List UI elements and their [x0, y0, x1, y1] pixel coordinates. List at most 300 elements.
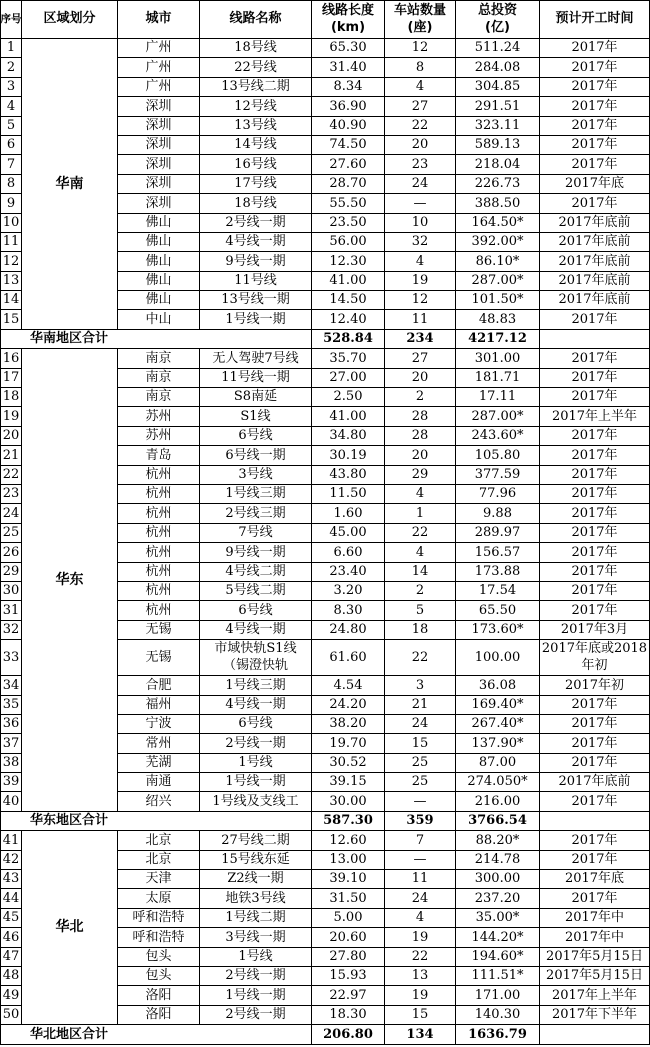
cell-seq: 2 [1, 58, 22, 77]
cell-city: 北京 [118, 851, 200, 870]
cell-line: 1号线一期 [200, 773, 312, 792]
cell-city: 呼和浩特 [118, 909, 200, 928]
cell-line: 3号线一期 [200, 928, 312, 947]
cell-line: 1号线 [200, 754, 312, 773]
cell-stations: 20 [385, 136, 456, 155]
header-start: 预计开工时间 [540, 1, 650, 39]
cell-seq: 20 [1, 427, 22, 446]
cell-line: 2号线一期 [200, 734, 312, 753]
cell-start: 2017年底前 [540, 214, 650, 233]
cell-start: 2017年5月15日 [540, 948, 650, 967]
cell-city: 杭州 [118, 601, 200, 620]
cell-line: 9号线一期 [200, 543, 312, 562]
cell-length: 3.20 [312, 582, 385, 601]
cell-stations: 19 [385, 272, 456, 291]
cell-length: 12.60 [312, 831, 385, 850]
total-stations: 134 [385, 1025, 456, 1044]
cell-length: 31.40 [312, 58, 385, 77]
cell-line: 27号线二期 [200, 831, 312, 850]
cell-length: 8.30 [312, 601, 385, 620]
cell-investment: 140.30 [456, 1006, 540, 1025]
cell-investment: 284.08 [456, 58, 540, 77]
cell-city: 合肥 [118, 676, 200, 695]
cell-line: 1号线一期 [200, 310, 312, 329]
cell-investment: 88.20* [456, 831, 540, 850]
cell-length: 74.50 [312, 136, 385, 155]
cell-stations: — [385, 792, 456, 811]
cell-investment: 105.80 [456, 446, 540, 465]
cell-start: 2017年3月 [540, 621, 650, 640]
cell-city: 天津 [118, 870, 200, 889]
cell-start: 2017年 [540, 466, 650, 485]
header-city: 城市 [118, 1, 200, 39]
cell-investment: 300.00 [456, 870, 540, 889]
cell-start: 2017年 [540, 97, 650, 116]
cell-city: 中山 [118, 310, 200, 329]
total-length: 206.80 [312, 1025, 385, 1044]
cell-city: 杭州 [118, 582, 200, 601]
cell-stations: 22 [385, 640, 456, 676]
cell-investment: 377.59 [456, 466, 540, 485]
cell-stations: — [385, 194, 456, 213]
cell-investment: 304.85 [456, 78, 540, 97]
cell-line: 1号线三期 [200, 676, 312, 695]
cell-start: 2017年中 [540, 909, 650, 928]
cell-investment: 511.24 [456, 39, 540, 58]
cell-stations: 24 [385, 889, 456, 908]
cell-line: 4号线一期 [200, 696, 312, 715]
cell-line: 2号线一期 [200, 967, 312, 986]
cell-stations: 8 [385, 58, 456, 77]
cell-line: 1号线一期 [200, 986, 312, 1005]
cell-line: 13号线一期 [200, 291, 312, 310]
cell-city: 南京 [118, 388, 200, 407]
cell-investment: 181.71 [456, 369, 540, 388]
cell-investment: 17.11 [456, 388, 540, 407]
cell-seq: 23 [1, 485, 22, 504]
cell-line: 地铁3号线 [200, 889, 312, 908]
cell-investment: 226.73 [456, 175, 540, 194]
cell-seq: 24 [1, 504, 22, 523]
cell-line: 无人驾驶7号线 [200, 349, 312, 368]
cell-stations: 25 [385, 773, 456, 792]
cell-stations: 2 [385, 388, 456, 407]
cell-start: 2017年下半年 [540, 1006, 650, 1025]
cell-city: 杭州 [118, 524, 200, 543]
cell-line: 6号线 [200, 601, 312, 620]
cell-investment: 48.83 [456, 310, 540, 329]
cell-city: 深圳 [118, 136, 200, 155]
cell-start: 2017年 [540, 446, 650, 465]
cell-seq: 1 [1, 39, 22, 58]
cell-investment: 392.00* [456, 233, 540, 252]
cell-start: 2017年 [540, 524, 650, 543]
cell-stations: 19 [385, 928, 456, 947]
cell-investment: 173.88 [456, 563, 540, 582]
cell-seq: 7 [1, 155, 22, 174]
cell-length: 5.00 [312, 909, 385, 928]
cell-city: 深圳 [118, 155, 200, 174]
cell-seq: 15 [1, 310, 22, 329]
cell-investment: 164.50* [456, 214, 540, 233]
cell-length: 30.19 [312, 446, 385, 465]
cell-seq: 38 [1, 754, 22, 773]
cell-stations: 2 [385, 582, 456, 601]
cell-length: 40.90 [312, 117, 385, 136]
cell-length: 45.00 [312, 524, 385, 543]
cell-investment: 218.04 [456, 155, 540, 174]
cell-city: 杭州 [118, 485, 200, 504]
cell-investment: 169.40* [456, 696, 540, 715]
cell-stations: 1 [385, 504, 456, 523]
cell-investment: 216.00 [456, 792, 540, 811]
cell-line: 2号线三期 [200, 504, 312, 523]
cell-city: 北京 [118, 831, 200, 850]
cell-length: 43.80 [312, 466, 385, 485]
cell-start: 2017年底 [540, 175, 650, 194]
cell-length: 34.80 [312, 427, 385, 446]
cell-seq: 37 [1, 734, 22, 753]
cell-stations: 18 [385, 621, 456, 640]
total-length: 587.30 [312, 812, 385, 831]
cell-city: 苏州 [118, 427, 200, 446]
cell-length: 39.15 [312, 773, 385, 792]
cell-seq: 26 [1, 543, 22, 562]
cell-length: 41.00 [312, 272, 385, 291]
cell-seq: 22 [1, 466, 22, 485]
cell-investment: 287.00* [456, 272, 540, 291]
cell-start: 2017年中 [540, 928, 650, 947]
total-length: 528.84 [312, 330, 385, 349]
cell-stations: 24 [385, 175, 456, 194]
cell-length: 30.00 [312, 792, 385, 811]
cell-seq: 48 [1, 967, 22, 986]
cell-start: 2017年 [540, 851, 650, 870]
cell-length: 12.40 [312, 310, 385, 329]
cell-length: 18.30 [312, 1006, 385, 1025]
cell-stations: 27 [385, 349, 456, 368]
cell-seq: 5 [1, 117, 22, 136]
cell-length: 55.50 [312, 194, 385, 213]
cell-city: 杭州 [118, 466, 200, 485]
cell-seq: 33 [1, 640, 22, 676]
cell-length: 14.50 [312, 291, 385, 310]
cell-seq: 16 [1, 349, 22, 368]
cell-stations: 20 [385, 369, 456, 388]
region-total-label: 华南地区合计 [1, 330, 312, 349]
cell-seq: 36 [1, 715, 22, 734]
cell-start: 2017年 [540, 136, 650, 155]
cell-length: 27.80 [312, 948, 385, 967]
cell-investment: 287.00* [456, 407, 540, 426]
cell-investment: 323.11 [456, 117, 540, 136]
header-line: 线路名称 [200, 1, 312, 39]
cell-length: 4.54 [312, 676, 385, 695]
cell-investment: 301.00 [456, 349, 540, 368]
cell-seq: 19 [1, 407, 22, 426]
cell-city: 深圳 [118, 117, 200, 136]
cell-stations: 20 [385, 446, 456, 465]
cell-seq: 42 [1, 851, 22, 870]
cell-line: 13号线 [200, 117, 312, 136]
cell-length: 11.50 [312, 485, 385, 504]
cell-city: 佛山 [118, 272, 200, 291]
cell-city: 包头 [118, 967, 200, 986]
cell-length: 1.60 [312, 504, 385, 523]
total-stations: 359 [385, 812, 456, 831]
cell-line: 14号线 [200, 136, 312, 155]
cell-start: 2017年 [540, 734, 650, 753]
cell-line: 4号线一期 [200, 233, 312, 252]
cell-city: 深圳 [118, 97, 200, 116]
cell-seq: 41 [1, 831, 22, 850]
cell-city: 杭州 [118, 504, 200, 523]
cell-stations: 4 [385, 78, 456, 97]
cell-length: 38.20 [312, 715, 385, 734]
cell-seq: 13 [1, 272, 22, 291]
cell-line: 2号线一期 [200, 214, 312, 233]
cell-seq: 49 [1, 986, 22, 1005]
cell-start: 2017年 [540, 504, 650, 523]
cell-seq: 14 [1, 291, 22, 310]
cell-seq: 10 [1, 214, 22, 233]
cell-line: 5号线二期 [200, 582, 312, 601]
cell-length: 65.30 [312, 39, 385, 58]
cell-investment: 87.00 [456, 754, 540, 773]
total-investment: 3766.54 [456, 812, 540, 831]
header-investment: 总投资 (亿) [456, 1, 540, 39]
cell-seq: 4 [1, 97, 22, 116]
cell-stations: — [385, 851, 456, 870]
region-total-label: 华北地区合计 [1, 1025, 312, 1044]
cell-stations: 11 [385, 310, 456, 329]
cell-seq: 40 [1, 792, 22, 811]
cell-length: 20.60 [312, 928, 385, 947]
cell-city: 杭州 [118, 543, 200, 562]
cell-start: 2017年 [540, 792, 650, 811]
cell-city: 苏州 [118, 407, 200, 426]
cell-stations: 4 [385, 543, 456, 562]
total-investment: 1636.79 [456, 1025, 540, 1044]
cell-start: 2017年底前 [540, 773, 650, 792]
cell-seq: 8 [1, 175, 22, 194]
cell-start: 2017年 [540, 543, 650, 562]
cell-city: 青岛 [118, 446, 200, 465]
cell-start: 2017年 [540, 117, 650, 136]
header-region: 区域划分 [22, 1, 118, 39]
cell-length: 28.70 [312, 175, 385, 194]
cell-start: 2017年 [540, 39, 650, 58]
cell-investment: 237.20 [456, 889, 540, 908]
cell-seq: 45 [1, 909, 22, 928]
cell-investment: 267.40* [456, 715, 540, 734]
cell-line: 3号线 [200, 466, 312, 485]
cell-stations: 27 [385, 97, 456, 116]
cell-stations: 22 [385, 948, 456, 967]
cell-investment: 35.00* [456, 909, 540, 928]
cell-stations: 7 [385, 831, 456, 850]
cell-line: S8南延 [200, 388, 312, 407]
cell-investment: 589.13 [456, 136, 540, 155]
cell-length: 23.40 [312, 563, 385, 582]
cell-seq: 11 [1, 233, 22, 252]
total-stations: 234 [385, 330, 456, 349]
cell-length: 8.34 [312, 78, 385, 97]
cell-length: 27.00 [312, 369, 385, 388]
cell-city: 无锡 [118, 621, 200, 640]
cell-start: 2017年 [540, 582, 650, 601]
region-name: 华南 [22, 39, 118, 330]
header-length: 线路长度 (km) [312, 1, 385, 39]
cell-length: 41.00 [312, 407, 385, 426]
cell-start: 2017年上半年 [540, 986, 650, 1005]
cell-length: 23.50 [312, 214, 385, 233]
cell-line: 6号线一期 [200, 446, 312, 465]
cell-stations: 5 [385, 601, 456, 620]
cell-start: 2017年 [540, 388, 650, 407]
cell-start: 2017年 [540, 696, 650, 715]
cell-investment: 274.050* [456, 773, 540, 792]
cell-investment: 77.96 [456, 485, 540, 504]
cell-line: 12号线 [200, 97, 312, 116]
cell-seq: 44 [1, 889, 22, 908]
cell-seq: 35 [1, 696, 22, 715]
cell-city: 呼和浩特 [118, 928, 200, 947]
header-seq: 序号 [1, 1, 22, 39]
cell-seq: 31 [1, 601, 22, 620]
cell-length: 15.93 [312, 967, 385, 986]
cell-line: S1线 [200, 407, 312, 426]
cell-start: 2017年底前 [540, 272, 650, 291]
cell-seq: 39 [1, 773, 22, 792]
cell-investment: 388.50 [456, 194, 540, 213]
cell-line: Z2线一期 [200, 870, 312, 889]
region-name: 华东 [22, 349, 118, 812]
cell-stations: 4 [385, 485, 456, 504]
cell-length: 22.97 [312, 986, 385, 1005]
cell-city: 无锡 [118, 640, 200, 676]
cell-city: 太原 [118, 889, 200, 908]
cell-start: 2017年 [540, 369, 650, 388]
cell-seq: 32 [1, 621, 22, 640]
cell-start: 2017年 [540, 889, 650, 908]
cell-seq: 46 [1, 928, 22, 947]
cell-length: 12.30 [312, 252, 385, 271]
cell-line: 11号线一期 [200, 369, 312, 388]
cell-start: 2017年 [540, 349, 650, 368]
cell-start: 2017年 [540, 155, 650, 174]
cell-line: 2号线一期 [200, 1006, 312, 1025]
cell-investment: 289.97 [456, 524, 540, 543]
cell-stations: 11 [385, 870, 456, 889]
cell-stations: 13 [385, 967, 456, 986]
cell-length: 24.80 [312, 621, 385, 640]
cell-city: 广州 [118, 39, 200, 58]
header-stations: 车站数量 (座) [385, 1, 456, 39]
cell-length: 2.50 [312, 388, 385, 407]
cell-start: 2017年5月15日 [540, 967, 650, 986]
cell-start: 2017年 [540, 310, 650, 329]
cell-investment: 243.60* [456, 427, 540, 446]
cell-city: 洛阳 [118, 986, 200, 1005]
cell-stations: 12 [385, 39, 456, 58]
cell-city: 南通 [118, 773, 200, 792]
cell-stations: 24 [385, 715, 456, 734]
cell-city: 佛山 [118, 252, 200, 271]
cell-city: 深圳 [118, 194, 200, 213]
cell-stations: 29 [385, 466, 456, 485]
cell-seq: 25 [1, 524, 22, 543]
cell-stations: 22 [385, 524, 456, 543]
cell-start: 2017年 [540, 485, 650, 504]
cell-line: 4号线二期 [200, 563, 312, 582]
cell-investment: 144.20* [456, 928, 540, 947]
cell-start: 2017年 [540, 58, 650, 77]
cell-start: 2017年 [540, 427, 650, 446]
cell-investment: 36.08 [456, 676, 540, 695]
cell-city: 深圳 [118, 175, 200, 194]
cell-stations: 14 [385, 563, 456, 582]
cell-length: 35.70 [312, 349, 385, 368]
cell-seq: 47 [1, 948, 22, 967]
cell-line: 16号线 [200, 155, 312, 174]
cell-city: 广州 [118, 58, 200, 77]
cell-start: 2017年底 [540, 870, 650, 889]
cell-length: 27.60 [312, 155, 385, 174]
cell-length: 24.20 [312, 696, 385, 715]
cell-line: 17号线 [200, 175, 312, 194]
cell-stations: 21 [385, 696, 456, 715]
cell-city: 南京 [118, 349, 200, 368]
cell-investment: 194.60* [456, 948, 540, 967]
cell-start: 2017年 [540, 601, 650, 620]
cell-seq: 43 [1, 870, 22, 889]
cell-city: 宁波 [118, 715, 200, 734]
cell-city: 杭州 [118, 563, 200, 582]
cell-line: 1号线三期 [200, 485, 312, 504]
cell-stations: 25 [385, 754, 456, 773]
cell-line: 1号线二期 [200, 909, 312, 928]
cell-city: 福州 [118, 696, 200, 715]
cell-seq: 17 [1, 369, 22, 388]
cell-city: 洛阳 [118, 1006, 200, 1025]
cell-line: 7号线 [200, 524, 312, 543]
cell-investment: 291.51 [456, 97, 540, 116]
cell-start: 2017年初 [540, 676, 650, 695]
total-start-empty [540, 812, 650, 831]
cell-start: 2017年底前 [540, 233, 650, 252]
cell-city: 芜湖 [118, 754, 200, 773]
cell-seq: 9 [1, 194, 22, 213]
cell-stations: 19 [385, 986, 456, 1005]
cell-stations: 4 [385, 252, 456, 271]
cell-seq: 50 [1, 1006, 22, 1025]
cell-stations: 4 [385, 909, 456, 928]
cell-start: 2017年底前 [540, 291, 650, 310]
cell-start: 2017年 [540, 78, 650, 97]
cell-seq: 29 [1, 563, 22, 582]
region-name: 华北 [22, 831, 118, 1025]
cell-seq: 34 [1, 676, 22, 695]
cell-investment: 214.78 [456, 851, 540, 870]
cell-city: 绍兴 [118, 792, 200, 811]
cell-seq: 3 [1, 78, 22, 97]
cell-line: 18号线 [200, 39, 312, 58]
cell-length: 6.60 [312, 543, 385, 562]
cell-investment: 137.90* [456, 734, 540, 753]
cell-length: 39.10 [312, 870, 385, 889]
cell-investment: 17.54 [456, 582, 540, 601]
